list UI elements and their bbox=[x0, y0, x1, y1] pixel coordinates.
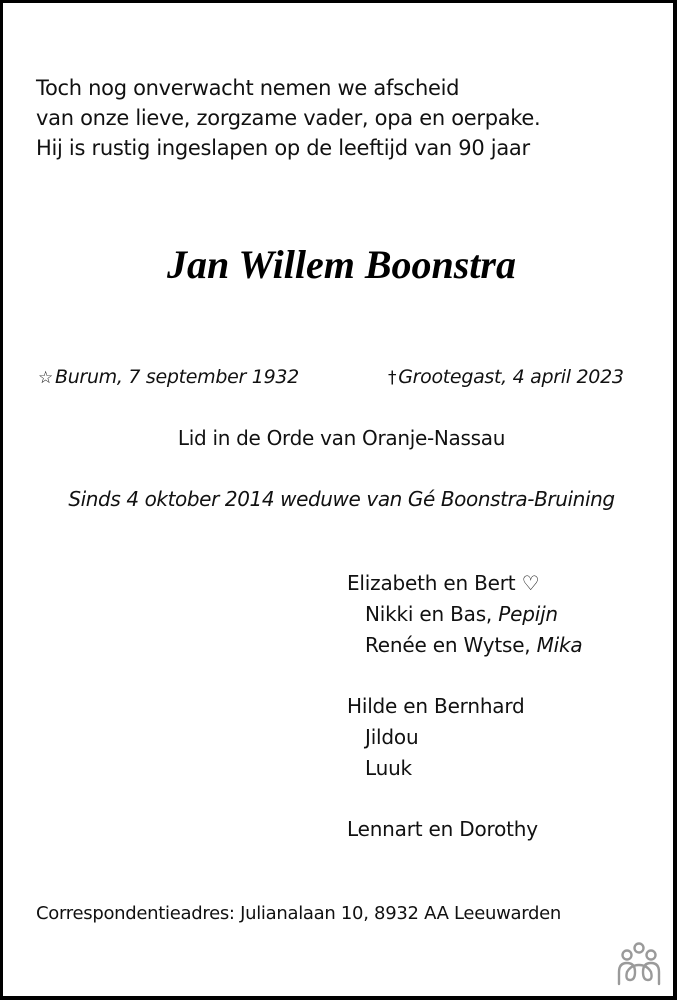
family-parents: Hilde en Bernhard bbox=[347, 694, 525, 718]
family-parents bbox=[347, 568, 582, 599]
death-info bbox=[388, 364, 624, 391]
grandchild-name: Pepijn bbox=[498, 602, 558, 626]
birth-text: Burum, 7 september 1932 bbox=[54, 366, 299, 388]
intro-line: van onze lieve, zorgzame vader, opa en oerpake. bbox=[36, 106, 541, 130]
intro-line: Hij is rustig ingeslapen op de leeftijd van 90 jaar bbox=[36, 136, 530, 160]
intro-text bbox=[36, 73, 540, 163]
deceased-name: Jan Willem Boonstra bbox=[167, 242, 516, 287]
intro-line: Toch nog onverwacht nemen we afscheid bbox=[36, 76, 460, 100]
star-icon: ☆ bbox=[38, 368, 53, 388]
heart-icon: ♡ bbox=[521, 571, 540, 595]
family-child bbox=[347, 599, 582, 630]
family-parents: Lennart en Dorothy bbox=[347, 817, 538, 841]
family-child bbox=[347, 630, 582, 661]
birth-info bbox=[38, 364, 299, 391]
grandchild-name: Mika bbox=[536, 633, 583, 657]
family-child: Luuk bbox=[365, 756, 412, 780]
child-names: Nikki en Bas, bbox=[365, 602, 499, 626]
people-group-icon bbox=[615, 940, 663, 988]
correspondence-address: Correspondentieadres: Julianalaan 10, 8932 AA Leeuwarden bbox=[36, 903, 562, 924]
family-group bbox=[347, 814, 538, 845]
family-child: Jildou bbox=[365, 725, 419, 749]
family-group bbox=[347, 568, 582, 661]
child-names: Renée en Wytse, bbox=[365, 633, 537, 657]
parents-names: Elizabeth en Bert bbox=[347, 571, 516, 595]
widowed-text: Sinds 4 oktober 2014 weduwe van Gé Boonstra-Bruining bbox=[68, 487, 615, 511]
cross-icon: † bbox=[388, 368, 397, 388]
honor-text: Lid in de Orde van Oranje-Nassau bbox=[177, 426, 506, 450]
death-text: Grootegast, 4 april 2023 bbox=[398, 366, 624, 388]
family-group bbox=[347, 691, 525, 784]
